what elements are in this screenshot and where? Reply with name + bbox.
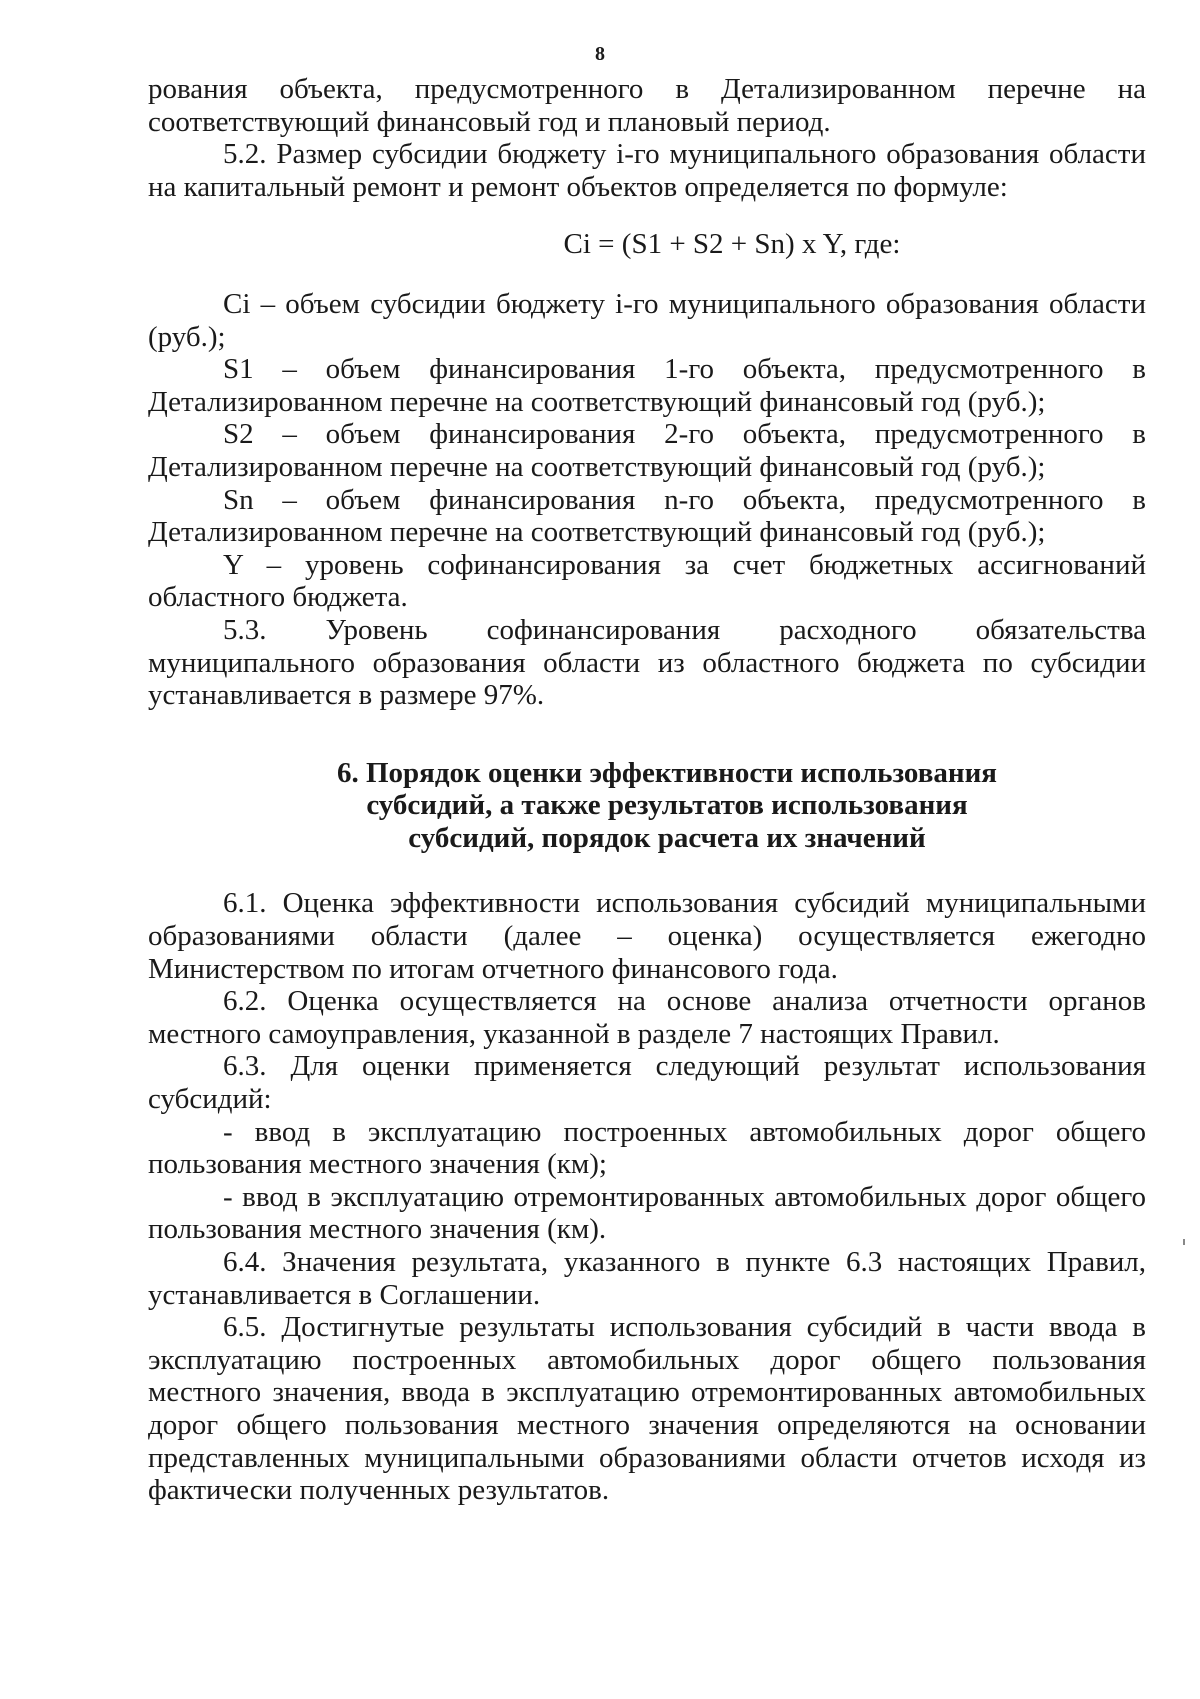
definition-s1: S1 – объем финансирования 1-го объекта, предусмотренного в Детализированном перечне на соответствующий финансовый год (руб.); [148, 353, 1146, 418]
subsidy-formula: Ci = (S1 + S2 + Sn) x Y, где: [563, 228, 901, 261]
paragraph-5-3: 5.3. Уровень софинансирования расходного обязательства муниципального образования области из областного бюджета по субсидии устанавливается в размере 97%. [148, 613, 1146, 712]
definition-sn: Sn – объем финансирования n-го объекта, предусмотренного в Детализированном перечне на соответствующий финансовый год (руб.); [148, 483, 1146, 549]
paragraph-6-5: 6.5. Достигнутые результаты использования субсидий в части ввода в эксплуатацию построенных автомобильных дорог общего пользования местного значения, ввода в эксплуатацию отремонтированных автомобильных дорог общего пользования местного значения определяются на основании представленных муниципальными образованиями области отчетов исходя из фактически полученных результатов. [148, 1311, 1146, 1507]
result-item-built-roads: - ввод в эксплуатацию построенных автомобильных дорог общего пользования местного значения (км); [148, 1115, 1146, 1181]
paragraph-5-2: 5.2. Размер субсидии бюджету i-го муниципального образования области на капитальный ремонт и ремонт объектов определяется по формуле: [148, 138, 1146, 203]
paragraph-intro-continuation: рования объекта, предусмотренного в Детализированном перечне на соответствующий финансовый год и плановый период. [148, 73, 1146, 138]
scan-edge-mark [1183, 1239, 1185, 1245]
definition-y: Y – уровень софинансирования за счет бюджетных ассигнований областного бюджета. [148, 548, 1146, 614]
result-item-repaired-roads: - ввод в эксплуатацию отремонтированных автомобильных дорог общего пользования местного значения (км). [148, 1180, 1146, 1246]
paragraph-6-4: 6.4. Значения результата, указанного в пункте 6.3 настоящих Правил, устанавливается в Соглашении. [148, 1246, 1146, 1311]
section-heading-line-3: субсидий, порядок расчета их значений [408, 821, 926, 854]
section-heading-line-2: субсидий, а также результатов использования [366, 789, 968, 822]
section-6-heading [148, 757, 1146, 855]
paragraph-6-1: 6.1. Оценка эффективности использования субсидий муниципальными образованиями области (далее – оценка) осуществляется ежегодно Министерством по итогам отчетного финансового года. [148, 887, 1146, 985]
definition-s2: S2 – объем финансирования 2-го объекта, предусмотренного в Детализированном перечне на соответствующий финансовый год (руб.); [148, 418, 1146, 483]
page-number: 8 [595, 43, 605, 65]
section-heading-line-1: 6. Порядок оценки эффективности использования [337, 756, 997, 789]
paragraph-6-2: 6.2. Оценка осуществляется на основе анализа отчетности органов местного самоуправления, указанной в разделе 7 настоящих Правил. [148, 985, 1146, 1050]
definition-ci: Ci – объем субсидии бюджету i-го муниципального образования области (руб.); [148, 287, 1146, 353]
document-body [148, 73, 1146, 1507]
paragraph-6-3: 6.3. Для оценки применяется следующий результат использования субсидий: [148, 1050, 1146, 1116]
